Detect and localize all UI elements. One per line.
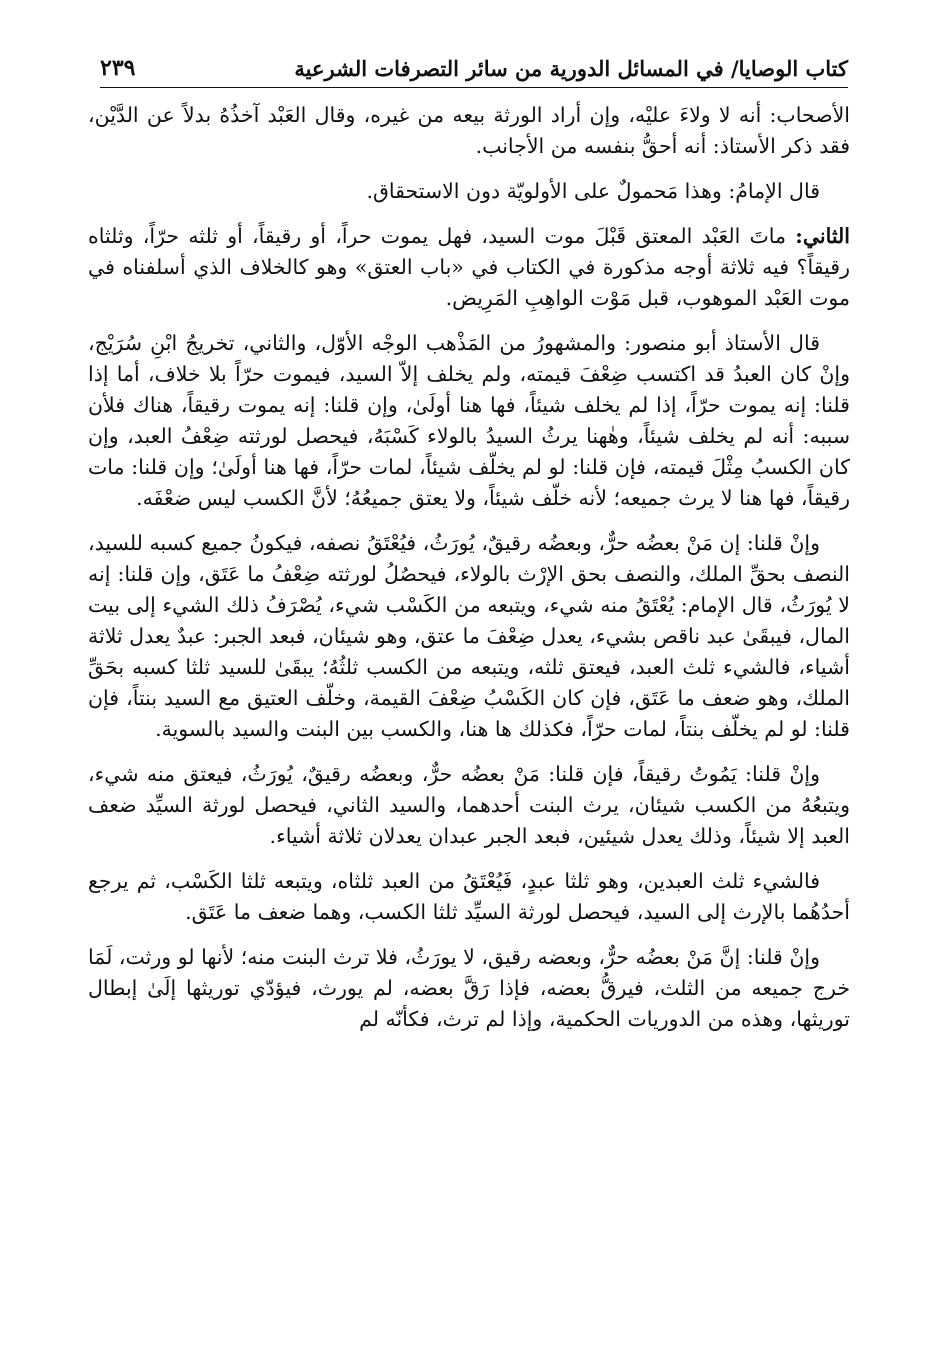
paragraph: [88, 866, 850, 928]
paragraph: [88, 942, 850, 1035]
paragraph-text: وإنْ قلنا: إنَّ مَنْ بعضُه حرٌّ، وبعضه رقيق، لا يورَثُ، فلا ترث البنت منه؛ لأنها لو ورثت، لَمَا خرج جميعه من الثلث، فيرقُّ بعضه، فإذا رَقَّ بعضه، لم يورث، فيؤدّي توريثها إلَىٰ إبطال توريثها، وهذه من الدوريات الحكمية، وإذا لم ترث، فكأنّه لم: [88, 945, 850, 1031]
paragraph-lead: الثاني:: [795, 224, 850, 248]
page-number: ٢٣٩: [100, 55, 136, 81]
paragraph-text: وإنْ قلنا: إن مَنْ بعضُه حرٌّ، وبعضُه رقيقٌ، يُورَثُ، فيُعْتَقُ نصفه، فيكونُ جميع كسبه للسيد، النصف بحقِّ الملك، والنصف بحق الإرْث بالولاء، فيحصُلُ لورثته ضِعْفُ ما عَتَق، وإن قلنا: إنه لا يُورَثُ، قال الإمام: يُعْتَقُ منه شيء، ويتبعه من الكَسْب شيء، يُصْرَفُ ذلك الشيء إلى بيت المال، فيبقَىٰ عبد ناقص بشيء، يعدل ضِعْفَ ما عتق، وهو شيئان، فبعد الجبر: عبدٌ يعدل ثلاثة أشياء، فالشيء ثلث العبد، فيعتق ثلثه، ويتبعه من الكسب ثلثُهُ؛ يبقَىٰ للسيد ثلثا كسبه بحَقِّ الملك، وهو ضعف ما عَتَق، فإن كان الكَسْبُ ضِعْفَ القيمة، وخلّف العتيق مع السيد بنتاً، فإن قلنا: لو لم يخلّف بنتاً، لمات حرّاً، فكذلك ها هنا، والكسب بين البنت والسيد بالسوية.: [88, 531, 850, 741]
page-header: [100, 44, 848, 88]
paragraph: [88, 100, 850, 162]
paragraph: [88, 221, 850, 314]
paragraph: [88, 528, 850, 745]
paragraph: [88, 176, 850, 207]
paragraph-text: وإنْ قلنا: يَمُوتُ رقيقاً، فإن قلنا: مَنْ بعضُه حرٌّ، وبعضُه رقيقٌ، يُورَثُ، فيعتق منه شيء، ويتبعُهُ من الكسب شيئان، يرث البنت أحدهما، والسيد الثاني، فيحصل لورثة السيِّد ضعف العبد إلا شيئاً، وذلك يعدل شيئين، فبعد الجبر عبدان يعدلان ثلاثة أشياء.: [88, 762, 850, 848]
paragraph-text: قال الإمامُ: وهذا مَحمولٌ على الأولويّة دون الاستحقاق.: [366, 179, 820, 203]
paragraph-text: قال الأستاذ أبو منصور: والمشهورُ من المَذْهب الوجْه الأوّل، والثاني، تخريجُ ابْنِ سُرَيْج، وإنْ كان العبدُ قد اكتسب ضِعْفَ قيمته، ولم يخلف إلاّ السيد، فيموت حرّاً بلا خلاف، أما إذا قلنا: إنه يموت حرّاً، إذا لم يخلف شيئاً، فها هنا أولَىٰ، وإن قلنا: إنه يموت رقيقاً، هناك فلأن سببه: أنه لم يخلف شيئاً، وهٰهنا يرثُ السيدُ بالولاء كَسْبَهُ، فيحصل لورثته ضِعْفُ العبد، وإن كان الكسبُ مِثْلَ قيمته، فإن قلنا: لو لم يخلّف شيئاً، لمات حرّاً، فها هنا أولَىٰ؛ وإن قلنا: مات رقيقاً، فها هنا لا يرث جميعه؛ لأنه خلّف شيئاً، ولا يعتق جميعُهُ؛ لأنَّ الكسب ليس ضعْفَه.: [88, 331, 850, 510]
paragraph-text: فالشيء ثلث العبدين، وهو ثلثا عبدٍ، فَيُعْتَقُ من العبد ثلثاه، ويتبعه ثلثا الكَسْب، ثم يرجع أحدُهُما بالإرث إلى السيد، فيحصل لورثة السيِّد ثلثا الكسب، وهما ضعف ما عَتَق.: [88, 869, 850, 924]
paragraph: [88, 759, 850, 852]
paragraph-text: ماتَ العَبْد المعتق قَبْلَ موت السيد، فهل يموت حراً، أو رقيقاً، أو ثلثه حرّاً، وثلثاه رقيقاً؟ فيه ثلاثة أوجه مذكورة في الكتاب في «باب العتق» وهو كالخلاف الذي أسلفناه في موت العَبْد الموهوب، قبل مَوْت الواهِبِ المَرِيض.: [88, 224, 850, 310]
paragraph-text: الأصحاب: أنه لا ولاءَ عليْه، وإن أراد الورثة بيعه من غيره، وقال العَبْد آخذُهُ بدلاً عن الدَّيْن، فقد ذكر الأستاذ: أنه أحقُّ بنفسه من الأجانب.: [88, 103, 850, 158]
paragraph: [88, 328, 850, 514]
body-text: [88, 100, 850, 1049]
running-title: كتاب الوصايا/ في المسائل الدورية من سائر التصرفات الشرعية: [294, 56, 848, 81]
